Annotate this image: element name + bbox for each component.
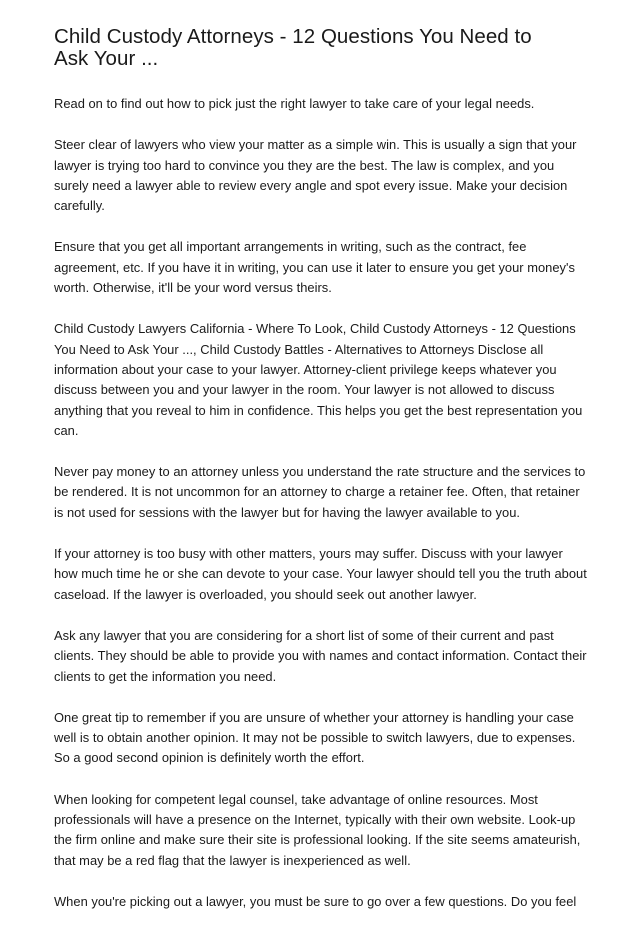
paragraph-rate-structure: Never pay money to an attorney unless you understand the rate structure and the services to be rendered. It is not uncommon for an attorney to charge a retainer fee. Often, that retainer is not used for sessions with the lawyer but for having the lawyer available to you.: [54, 464, 586, 520]
paragraph-attorney-too-busy: If your attorney is too busy with other matters, yours may suffer. Discuss with your lawyer how much time he or she can devote to your case. Your lawyer should tell you the truth about caseload. If the lawyer is overloaded, you should seek out another lawyer.: [54, 546, 587, 602]
paragraph-online-resources: When looking for competent legal counsel, take advantage of online resources. Most professionals will have a presence on the Internet, typically with their own website. Look-up the firm online and make sure their site is professional looking. If the site seems amateurish, that may be a red flag that the lawyer is inexperienced as well.: [54, 791, 581, 868]
paragraph-disclose-information: Child Custody Lawyers California - Where To Look, Child Custody Attorneys - 12 Questions You Need to Ask Your ..., Child Custody Battles - Alternatives to Attorneys Disclose all information about your case to your lawyer. Attorney-client privilege keeps whatever you discuss between you and your lawyer in the room. Your lawyer is not allowed to discuss anything that you reveal to him in confidence. This helps you get the best representation you can.: [54, 321, 583, 438]
paragraph-steer-clear: Steer clear of lawyers who view your matter as a simple win. This is usually a sign that your lawyer is trying too hard to convince you they are the best. The law is complex, and you surely need a lawyer able to review every angle and spot every issue. Make your decision carefully.: [54, 137, 577, 214]
paragraph-in-writing: Ensure that you get all important arrangements in writing, such as the contract, fee agreement, etc. If you have it in writing, you can use it later to ensure you get your money's worth. Otherwise, it'll be your word versus theirs.: [54, 239, 575, 296]
document-title: Child Custody Attorneys - 12 Questions You Need to Ask Your ...: [54, 25, 532, 70]
document-page: [54, 26, 589, 933]
paragraph-client-references: Ask any lawyer that you are considering for a short list of some of their current and past clients. They should be able to provide you with names and contact information. Contact their clients to get the information you need.: [54, 627, 587, 684]
paragraph-intro: Read on to find out how to pick just the right lawyer to take care of your legal needs.: [54, 96, 535, 111]
paragraph-questions: When you're picking out a lawyer, you must be sure to go over a few questions. Do you feel: [54, 893, 577, 909]
paragraph-second-opinion: One great tip to remember if you are unsure of whether your attorney is handling your case well is to obtain another opinion. It may not be possible to switch lawyers, due to expenses. So a good second opinion is definitely worth the effort.: [54, 709, 576, 766]
